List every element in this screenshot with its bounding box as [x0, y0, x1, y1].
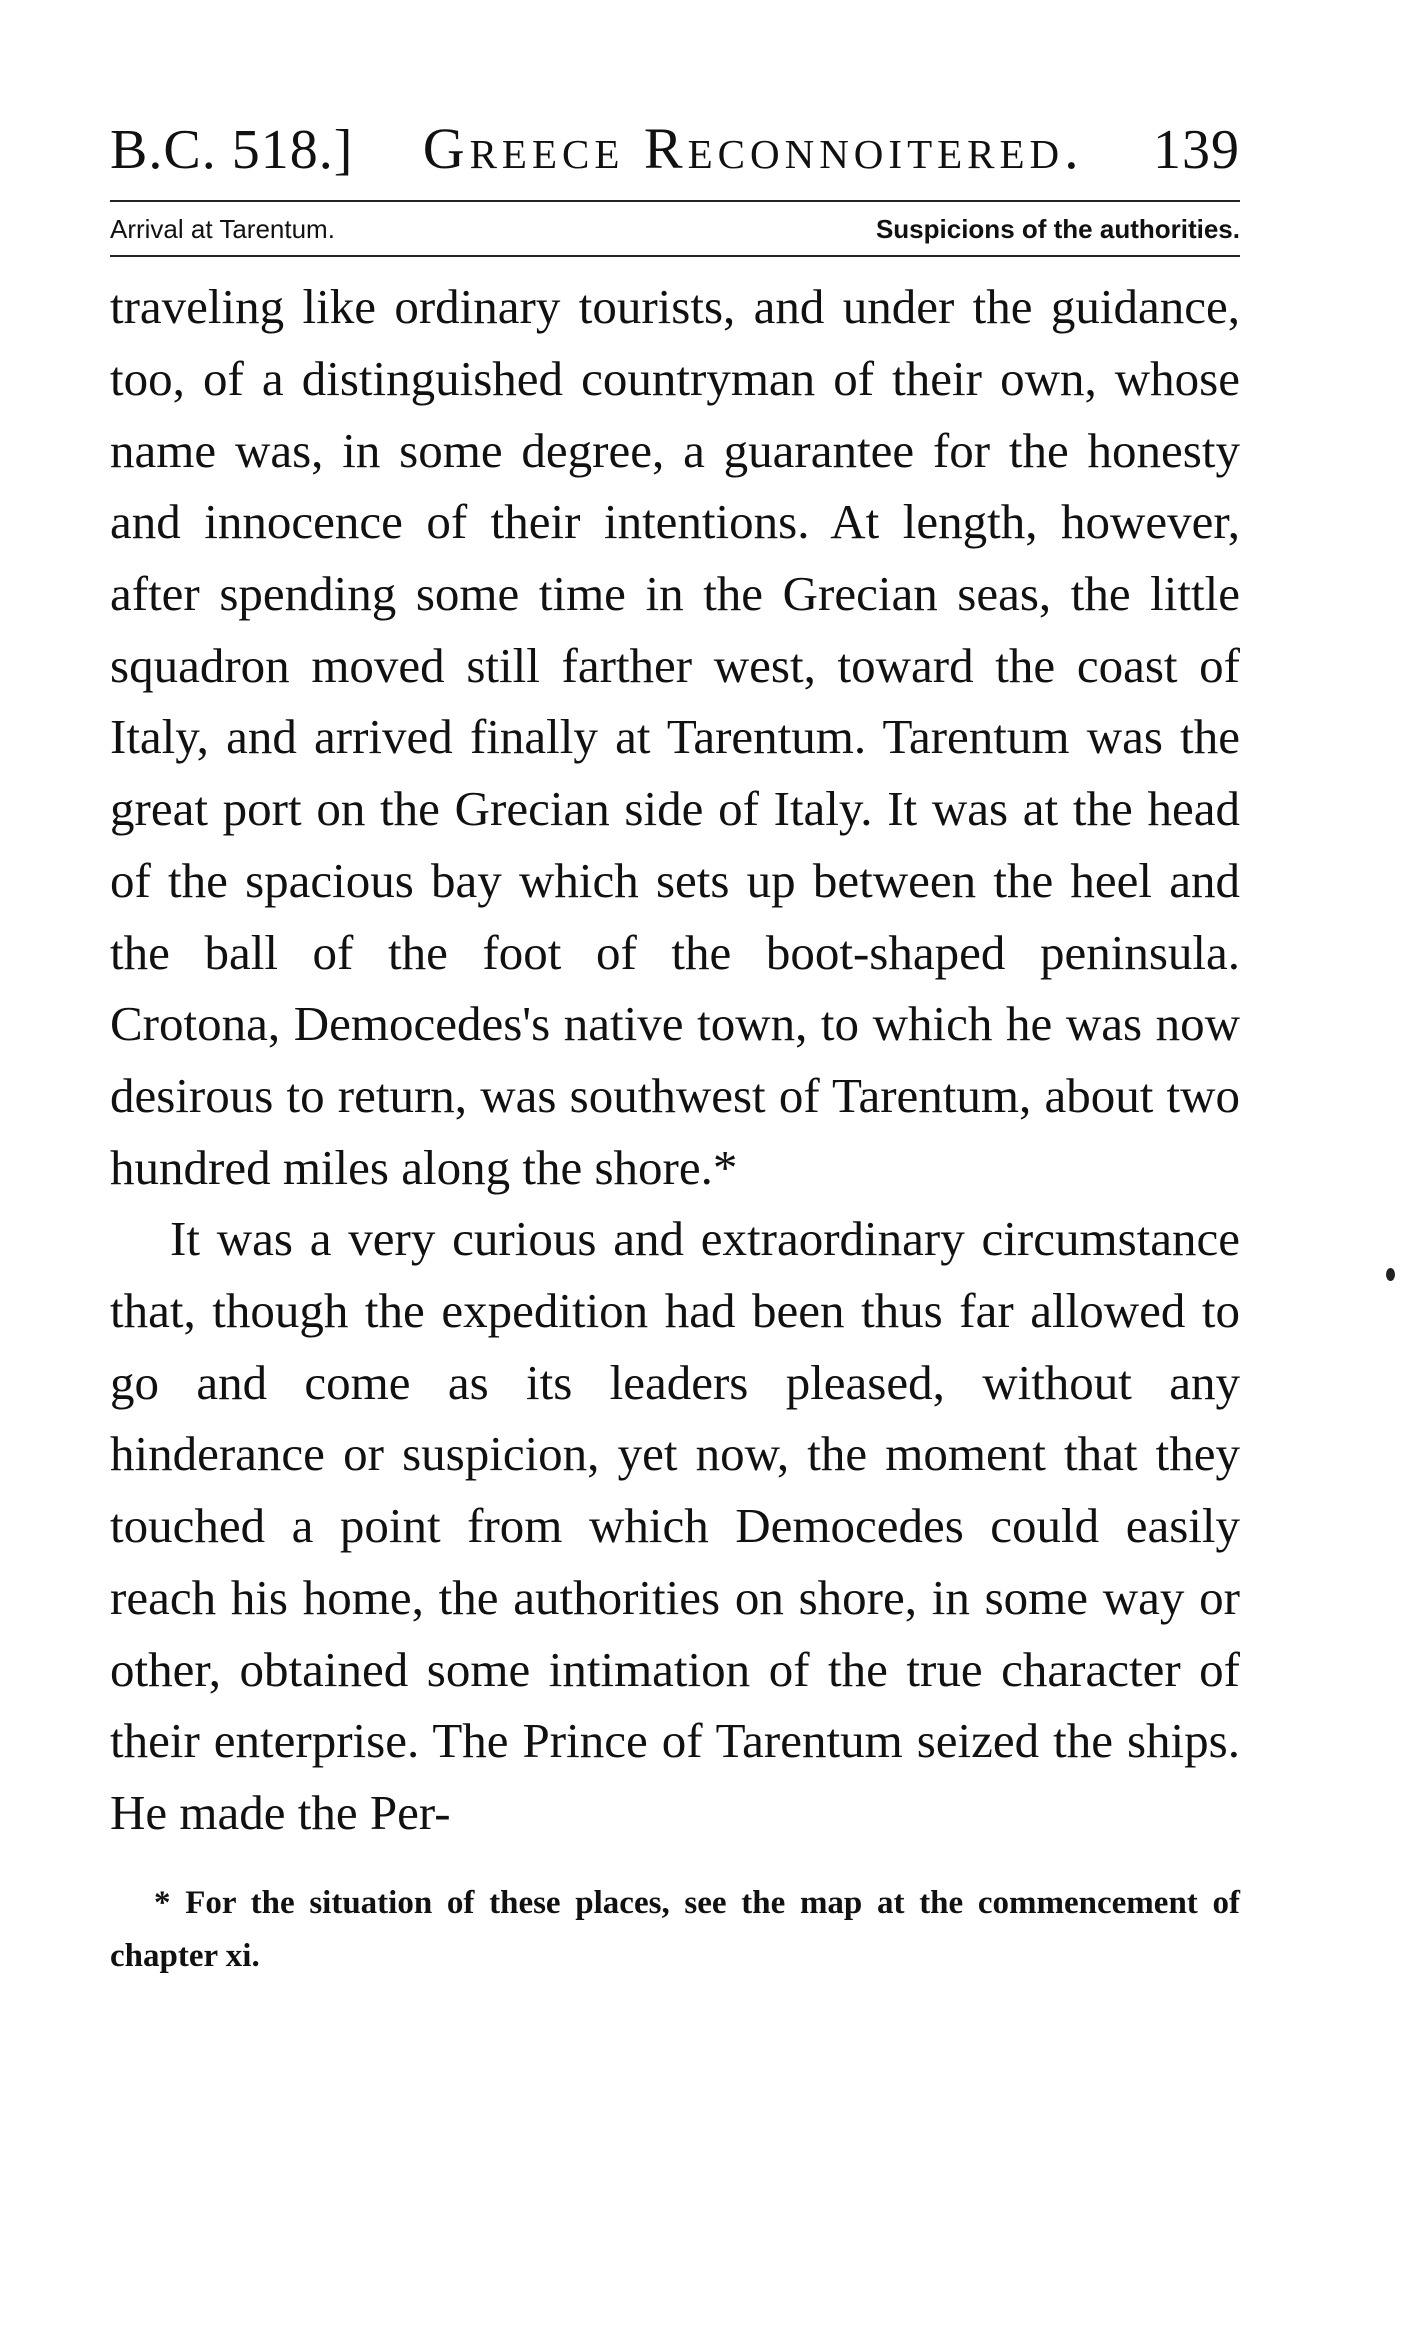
- body-text: [110, 257, 1240, 1848]
- paragraph-2: It was a very curious and extraordinary circumstance that, though the expedition had been thus far allowed to go and come as its leaders pleased, without any hinderance or suspicion, yet now, the moment that they touched a point from which Democedes could easily reach his home, the authorities on shore, in some way or other, obtained some intimation of the true character of their enterprise. The Prince of Tarentum seized the ships. He made the Per-: [110, 1211, 1240, 1840]
- header-title: Greece Reconnoitered.: [422, 116, 1084, 181]
- book-page: [110, 116, 1240, 1983]
- subheads: [110, 202, 1240, 255]
- print-speck: [1386, 1268, 1395, 1281]
- page-number: 139: [1152, 119, 1240, 181]
- subhead-left: Arrival at Tarentum.: [110, 214, 335, 244]
- footnote: * For the situation of these places, see the map at the commencement of chapter xi.: [110, 1884, 1240, 1974]
- subhead-right: Suspicions of the authorities.: [875, 214, 1240, 244]
- running-head: [110, 116, 1240, 200]
- paragraph-1: traveling like ordinary tourists, and under the guidance, too, of a distinguished countryman of their own, whose name was, in some degree, a guarantee for the honesty and innocence of their intentions. At length, however, after spending some time in the Grecian seas, the little squadron moved still farther west, toward the coast of Italy, and arrived finally at Tarentum. Tarentum was the great port on the Grecian side of Italy. It was at the head of the spacious bay which sets up between the heel and the ball of the foot of the boot-shaped peninsula. Crotona, Democedes's native town, to which he was now desirous to return, was southwest of Tarentum, about two hundred miles along the shore.*: [110, 279, 1240, 1195]
- header-date: B.C. 518.]: [110, 119, 354, 181]
